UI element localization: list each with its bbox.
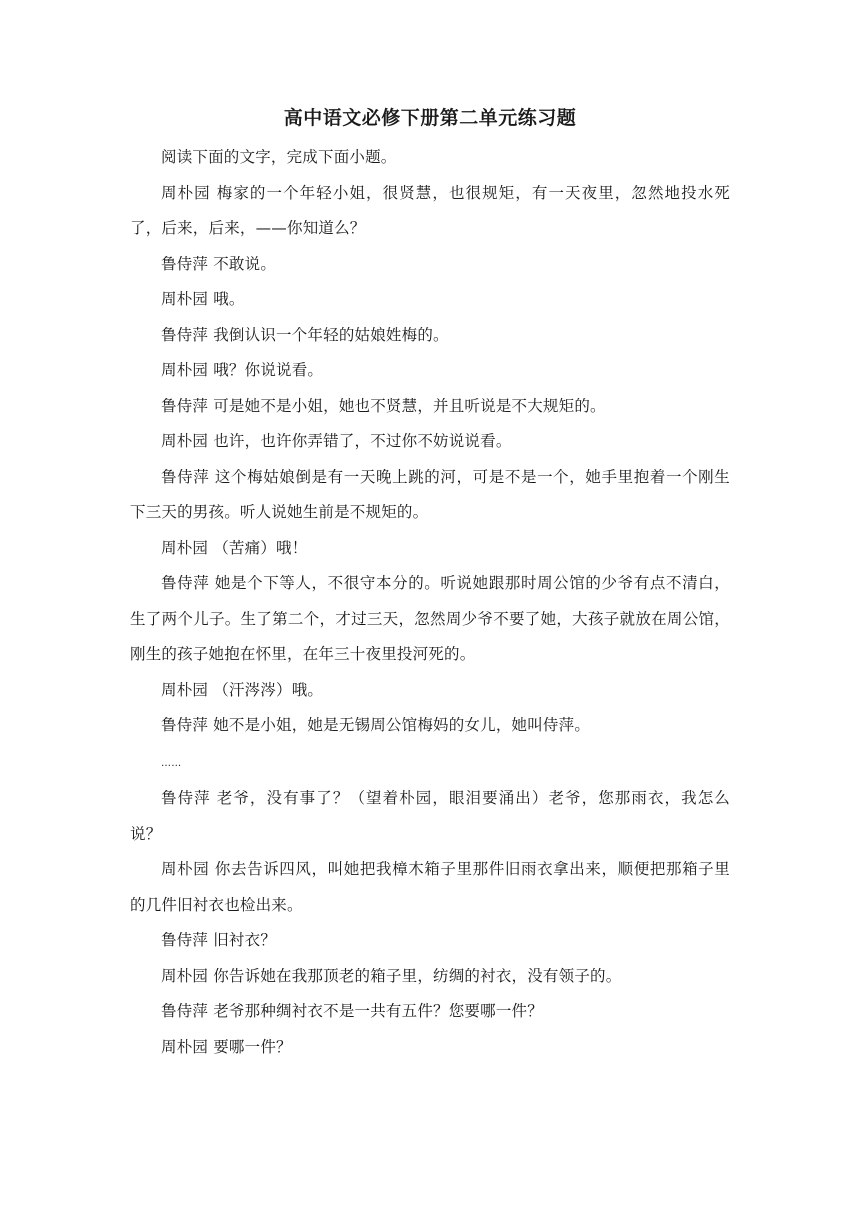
paragraph-dialogue: 周朴园 也许，也许你弄错了，不过你不妨说说看。 — [161, 432, 512, 450]
paragraph-dialogue: 周朴园 梅家的一个年轻小姐，很贤慧，也很规矩，有一天夜里，忽然地投水死了，后来，后来，——你知道么？ — [130, 183, 730, 237]
paragraph-dialogue: 鲁侍萍 旧衬衣？ — [161, 931, 277, 949]
paragraph-dialogue: 鲁侍萍 我倒认识一个年轻的姑娘姓梅的。 — [161, 325, 449, 344]
paragraph-dialogue: 鲁侍萍 不敢说。 — [161, 254, 277, 273]
paragraph-dialogue: 鲁侍萍 可是她不是小姐，她也不贤慧，并且听说是不大规矩的。 — [161, 396, 606, 415]
ellipsis-text: …… — [161, 757, 182, 769]
paragraph-dialogue: 鲁侍萍 这个梅姑娘倒是有一天晚上跳的河，可是不是一个，她手里抱着一个刚生下三天的男孩。听人说她生前是不规矩的。 — [130, 467, 730, 521]
paragraph-dialogue: 周朴园 你告诉她在我那顶老的箱子里，纺绸的衬衣，没有领子的。 — [161, 966, 622, 985]
paragraph-dialogue: 鲁侍萍 老爷，没有事了？（望着朴园，眼泪要涌出）老爷，您那雨衣，我怎么说？ — [130, 789, 730, 843]
paragraph-dialogue: 周朴园 （汗涔涔）哦。 — [161, 680, 324, 699]
paragraph-instruction: 阅读下面的文字，完成下面小题。 — [161, 148, 397, 166]
document-page — [130, 104, 730, 1065]
paragraph-dialogue: 鲁侍萍 她是个下等人，不很守本分的。听说她跟那时周公馆的少爷有点不清白，生了两个儿子。生了第二个，才过三天，忽然周少爷不要了她，大孩子就放在周公馆，刚生的孩子她抱在怀里，在年三十夜里投河死的。 — [130, 574, 730, 663]
paragraph-dialogue: 周朴园 你去告诉四风，叫她把我樟木箱子里那件旧雨衣拿出来，顺便把那箱子里的几件旧衬衣也检出来。 — [130, 860, 730, 914]
paragraph-dialogue: 鲁侍萍 她不是小姐，她是无锡周公馆梅妈的女儿，她叫侍萍。 — [161, 716, 591, 734]
paragraph-ellipsis — [130, 744, 730, 782]
paragraph-dialogue: 周朴园 哦。 — [161, 290, 245, 308]
paragraph-dialogue: 周朴园 要哪一件？ — [161, 1037, 292, 1056]
paragraph-dialogue: 鲁侍萍 老爷那种绸衬衣不是一共有五件？您要哪一件？ — [161, 1002, 543, 1020]
paragraph-dialogue: 周朴园 （苦痛）哦！ — [161, 538, 308, 557]
document-title: 高中语文必修下册第二单元练习题 — [283, 107, 577, 129]
paragraph-dialogue: 周朴园 哦？你说说看。 — [161, 361, 324, 379]
